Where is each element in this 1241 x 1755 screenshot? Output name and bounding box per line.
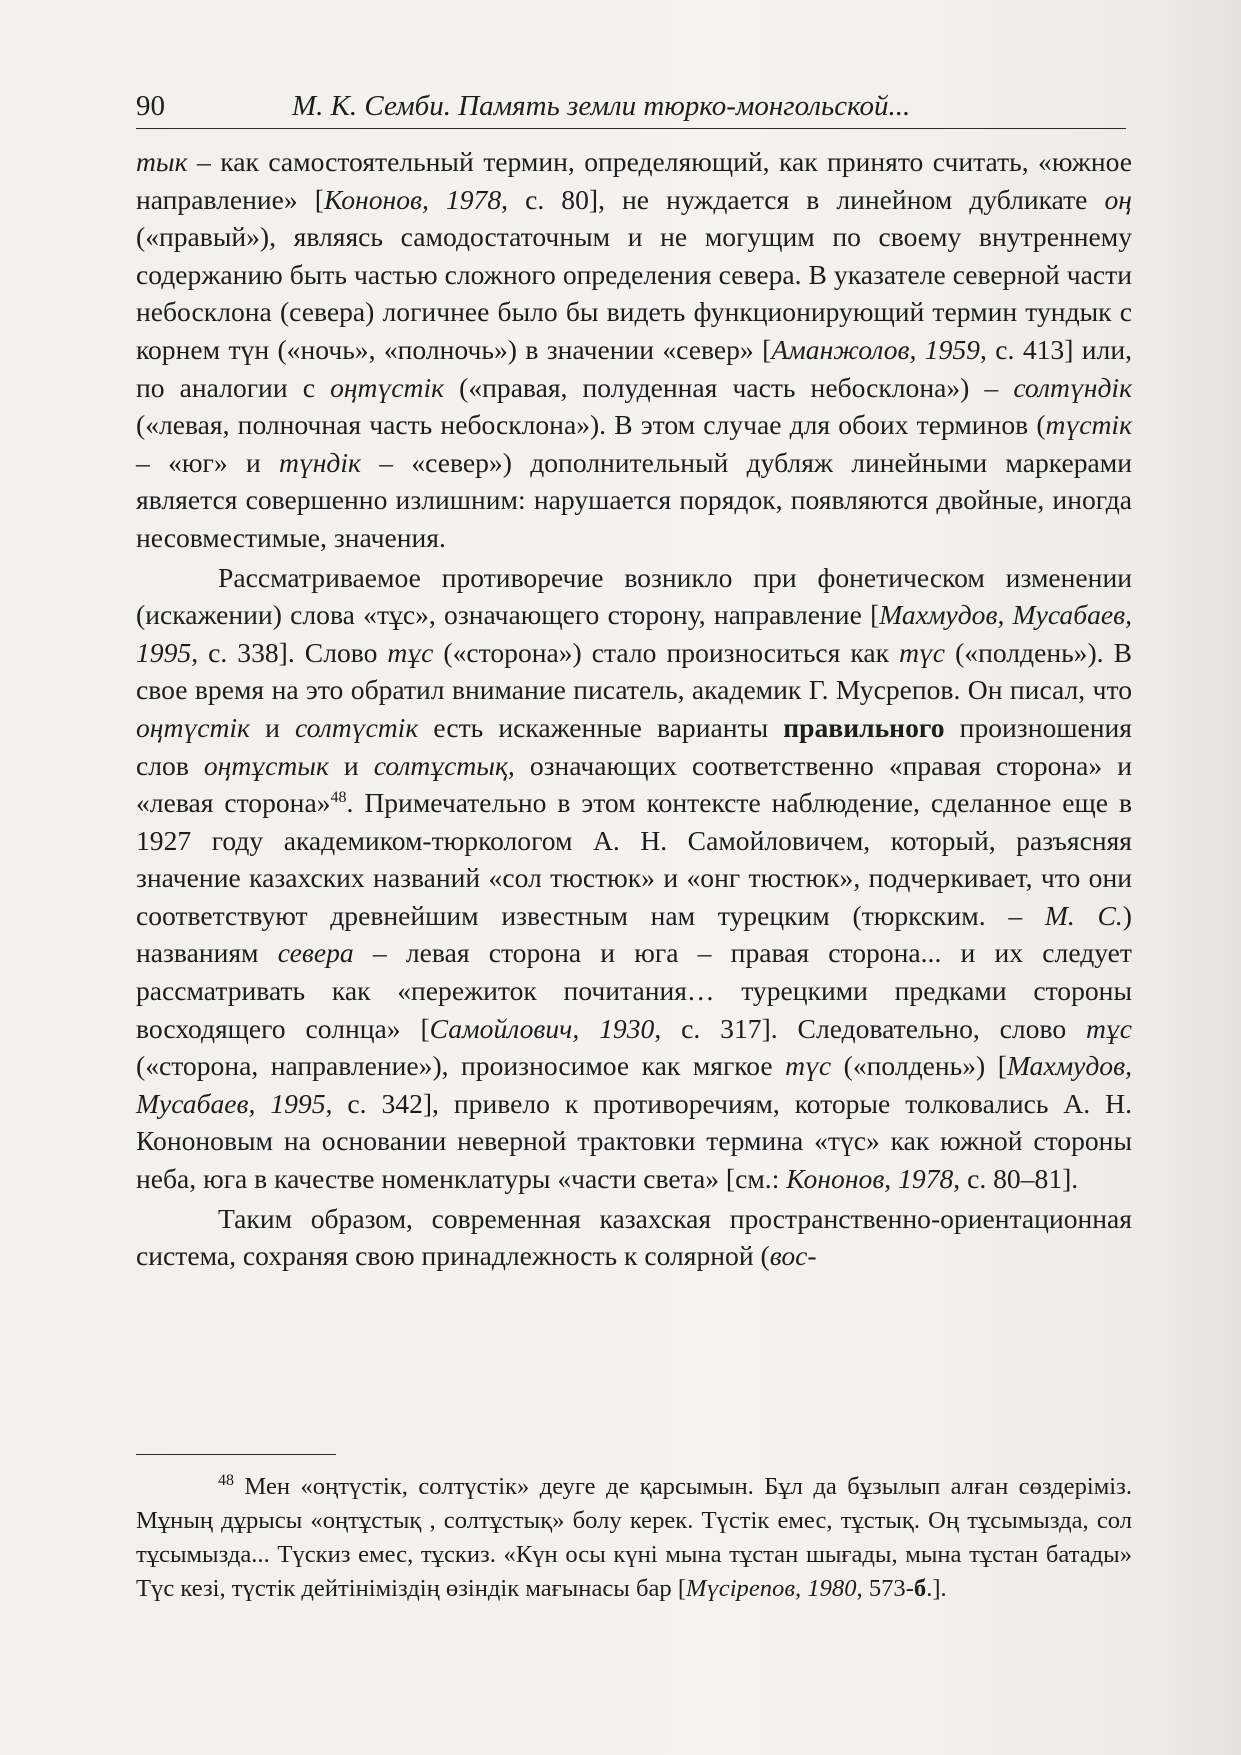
paragraph-3	[136, 1200, 1132, 1275]
text-run: , с. 413] или, по аналогии с	[136, 333, 1132, 403]
term-italic: вос-	[769, 1240, 817, 1272]
text-run: – левая сторона и юга – правая сторона... и их следует рассматривать как «пережиток почитания… турецкими предками стороны восходящего солнца» [	[136, 937, 1132, 1044]
citation-author: Мүсірепов, 1980	[686, 1575, 857, 1602]
citation-author: Кононов, 1978	[323, 183, 502, 215]
main-text	[136, 143, 1132, 1275]
citation-author: Аманжолов, 1959	[771, 333, 980, 365]
running-title: М. К. Семби. Память земли тюрко-монгольской...	[292, 90, 911, 122]
text-run: («правый»), являясь самодостаточным и не могущим по своему внутреннему содержанию быть частью сложного определения севера. В указателе северной части небосклона (севера) логичнее было бы видеть функционирующий термин тундык с корнем түн («ночь», «полночь») в значении «север» [	[136, 221, 1132, 365]
footnote-48	[136, 1470, 1132, 1606]
term-italic: тык	[136, 146, 188, 177]
footnote-ref[interactable]: 48	[330, 788, 347, 806]
text-run: , с. 338]. Слово	[191, 636, 388, 668]
page-number: 90	[136, 90, 165, 122]
citation-author: Махмудов, Мусабаев, 1995	[136, 1050, 1132, 1119]
text-run: и	[249, 711, 296, 743]
term-italic: оң	[1104, 183, 1132, 215]
text-run: Мен «оңтүстік, солтүстік» деуге де қарсымын. Бұл да бұзылып алған сөздеріміз. Мұның дұрысы «оңтұстық , солтұстық» болу керек. Түстік емес, тұстық. Оң тұсымызда, сол тұсымызда... Түскиз емес, тұскиз. «Күн осы күні мына тұстан шығады, мына тұстан батады» Түс кезі, түстік дейтініміздің өзіндік мағынасы бар [	[136, 1473, 1132, 1602]
term-italic: түс	[785, 1050, 832, 1082]
citation-author: Махмудов, Мусабаев, 1995	[136, 599, 1132, 668]
term-italic: тұс	[1086, 1012, 1133, 1044]
text-run: («левая, полночная часть небосклона»). В этом случае для обоих терминов (	[136, 409, 1046, 441]
paragraph-2	[136, 559, 1132, 1198]
term-italic: түндік	[279, 446, 361, 478]
term-italic: севера	[277, 937, 354, 969]
text-run: Таким образом, современная казахская пространственно-ориентационная система, сохраняя свою принадлежность к солярной (	[136, 1202, 1132, 1272]
text-run: Рассматриваемое противоречие возникло при фонетическом изменении (искажении) слова «тұс», означающего сторону, направление [	[136, 561, 1132, 631]
text-run: – «север») дополнительный дубляж линейными маркерами является совершенно излишним: нарушается порядок, появляются двойные, иногда несовместимые, значения.	[136, 446, 1132, 553]
text-run: – «юг» и	[136, 446, 280, 478]
term-italic: оңтүстік	[330, 371, 445, 403]
text-run: ) названиям	[136, 899, 1132, 969]
term-italic: солтүндік	[1013, 371, 1132, 403]
text-run: («правая, полуденная часть небосклона») –	[444, 371, 1014, 403]
term-italic: түс	[899, 636, 946, 668]
text-run: («полдень»). В свое время на это обратил внимание писатель, академик Г. Мусрепов. Он писал, что	[136, 636, 1132, 706]
text-run: означающих соответственно «правая сторона» и «левая сторона»	[136, 749, 1132, 819]
page-header	[136, 88, 1126, 129]
term-italic: оңтүстік	[136, 711, 250, 743]
term-italic: түстік	[1045, 409, 1132, 441]
text-run: , с. 317]. Следовательно, слово	[654, 1012, 1087, 1044]
text-run: , с. 342], привело к противоречиям, которые толковались А. Н. Кононовым на основании неверной трактовки термина «түс» как южной стороны неба, юга в качестве номенклатуры «части света» [см.:	[136, 1087, 1132, 1195]
text-run: («полдень») [	[831, 1050, 1007, 1082]
text-run: , 573-	[856, 1575, 914, 1602]
text-run: и	[328, 749, 374, 781]
term-italic: тұс	[387, 636, 434, 668]
footnote-text	[136, 1470, 1132, 1606]
text-run: .].	[926, 1575, 947, 1602]
author-initials: М. С.	[1044, 899, 1123, 931]
term-italic: солтұстық,	[373, 749, 515, 781]
text-run: . Примечательно в этом контексте наблюдение, сделанное еще в 1927 году академиком-тюркологом А. Н. Самойловичем, который, разъясняя значение казахских названий «сол тюстюк» и «онг тюстюк», подчеркивает, что они соответствуют древнейшим известным нам турецким (тюркским. –	[136, 787, 1132, 931]
citation-author: Кононов, 1978	[786, 1163, 954, 1195]
term-italic: солтүстік	[295, 711, 419, 743]
paragraph-1	[136, 143, 1132, 557]
term-italic: оңтұстык	[203, 749, 329, 781]
text-run: произношения слов	[136, 711, 1132, 781]
text-run: – как самостоятельный термин, определяющий, как принято считать, «южное направление» [	[136, 146, 1132, 215]
text-run: , с. 80], не нуждается в линейном дубликате	[501, 183, 1105, 215]
text-run: («сторона») стало произноситься как	[433, 636, 900, 668]
emphasis-bold: правильного	[783, 711, 945, 743]
text-run: есть искаженные варианты	[418, 711, 784, 743]
footnote-divider	[136, 1454, 336, 1455]
emphasis-bold: б	[913, 1575, 927, 1602]
citation-author: Самойлович, 1930	[429, 1012, 655, 1044]
text-run: («сторона, направление»), произносимое как мягкое	[136, 1050, 786, 1082]
text-run: , с. 80–81].	[953, 1163, 1079, 1195]
footnote-marker: 48	[218, 1471, 234, 1489]
